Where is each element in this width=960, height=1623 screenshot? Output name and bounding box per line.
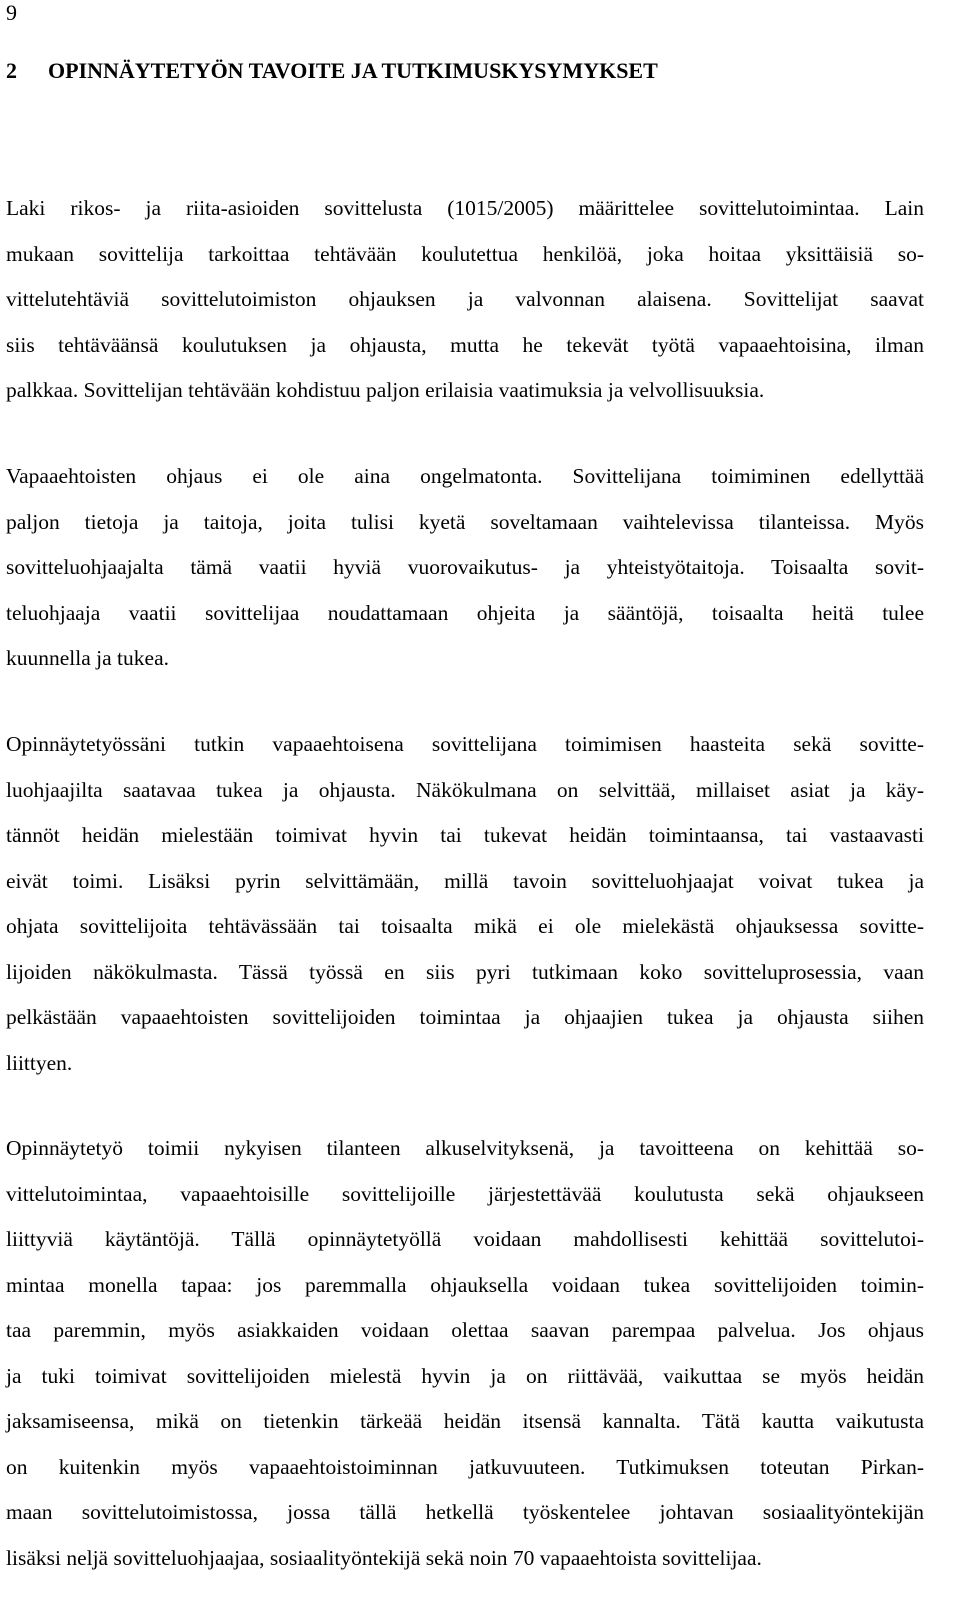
text-line: sovitteluohjaajalta tämä vaatii hyviä vuorovaikutus- ja yhteistyötaitoja. Toisaalta sovit- [6, 555, 924, 579]
text-line: mintaa monella tapaa: jos paremmalla ohjauksella voidaan tukea sovittelijoiden toimin- [6, 1272, 924, 1297]
text-line: ohjata sovittelijoita tehtävässään tai toisaalta mikä ei ole mielekästä ohjauksessa sovitte- [6, 914, 924, 938]
paragraph-4 [6, 1126, 924, 1581]
text-line: Laki rikos- ja riita-asioiden sovittelusta (1015/2005) määrittelee sovittelutoimintaa. Lain [6, 196, 924, 220]
text-line: Opinnäytetyö toimii nykyisen tilanteen alkuselvityksenä, ja tavoitteena on kehittää so- [6, 1136, 924, 1160]
text-line: vittelutoimintaa, vapaaehtoisille sovittelijoille järjestettävää koulutusta sekä ohjaukseen [6, 1181, 924, 1206]
paragraph-1 [6, 186, 924, 414]
text-line: Vapaaehtoisten ohjaus ei ole aina ongelmatonta. Sovittelijana toimiminen edellyttää [6, 464, 924, 488]
chapter-title: OPINNÄYTETYÖN TAVOITE JA TUTKIMUSKYSYMYKSET [48, 58, 658, 83]
text-line: lijoiden näkökulmasta. Tässä työssä en siis pyri tutkimaan koko sovitteluprosessia, vaan [6, 959, 924, 984]
text-line: maan sovittelutoimistossa, jossa tällä hetkellä työskentelee johtavan sosiaalityöntekijän [6, 1500, 924, 1524]
text-line: liittyen. [6, 1050, 73, 1075]
text-line: liittyviä käytäntöjä. Tällä opinnäytetyöllä voidaan mahdollisesti kehittää sovittelutoi- [6, 1227, 924, 1251]
text-line: luohjaajilta saatavaa tukea ja ohjausta. Näkökulmana on selvittää, millaiset asiat ja käy- [6, 777, 924, 802]
text-line: jaksamiseensa, mikä on tietenkin tärkeää heidän itsensä kannalta. Tätä kautta vaikutusta [6, 1409, 924, 1433]
text-line: palkkaa. Sovittelijan tehtävään kohdistuu paljon erilaisia vaatimuksia ja velvollisuuksia. [6, 378, 765, 402]
paragraph-2 [6, 454, 924, 682]
text-line: tännöt heidän mielestään toimivat hyvin tai tukevat heidän toimintaansa, tai vastaavasti [6, 823, 924, 847]
text-line: siis tehtäväänsä koulutuksen ja ohjausta, mutta he tekevät työtä vapaaehtoisina, ilman [6, 332, 924, 357]
text-line: vittelutehtäviä sovittelutoimiston ohjauksen ja valvonnan alaisena. Sovittelijat saavat [6, 287, 924, 311]
text-line: taa paremmin, myös asiakkaiden voidaan olettaa saavan parempaa palvelua. Jos ohjaus [6, 1318, 924, 1342]
text-line: on kuitenkin myös vapaaehtoistoiminnan jatkuvuuteen. Tutkimuksen toteutan Pirkan- [6, 1454, 924, 1479]
text-line: Opinnäytetyössäni tutkin vapaaehtoisena sovittelijana toimimisen haasteita sekä sovitte- [6, 732, 924, 756]
chapter-heading [6, 56, 658, 86]
text-line: pelkästään vapaaehtoisten sovittelijoiden toimintaa ja ohjaajien tukea ja ohjausta siihen [6, 1005, 924, 1029]
page-number: 9 [6, 0, 17, 25]
chapter-number: 2 [6, 58, 17, 83]
text-line: mukaan sovittelija tarkoittaa tehtävään koulutettua henkilöä, joka hoitaa yksittäisiä so- [6, 241, 924, 266]
text-line: ja tuki toimivat sovittelijoiden mielestä hyvin ja on riittävää, vaikuttaa se myös heidän [6, 1363, 924, 1388]
text-line: eivät toimi. Lisäksi pyrin selvittämään, millä tavoin sovitteluohjaajat voivat tukea ja [6, 868, 924, 893]
paragraph-3 [6, 722, 924, 1086]
text-line: teluohjaaja vaatii sovittelijaa noudattamaan ohjeita ja sääntöjä, toisaalta heitä tulee [6, 600, 924, 625]
text-line: lisäksi neljä sovitteluohjaajaa, sosiaalityöntekijä sekä noin 70 vapaaehtoista sovittelijaa. [6, 1545, 762, 1570]
text-line: kuunnella ja tukea. [6, 646, 169, 670]
text-line: paljon tietoja ja taitoja, joita tulisi kyetä soveltamaan vaihtelevissa tilanteissa. Myös [6, 509, 924, 534]
